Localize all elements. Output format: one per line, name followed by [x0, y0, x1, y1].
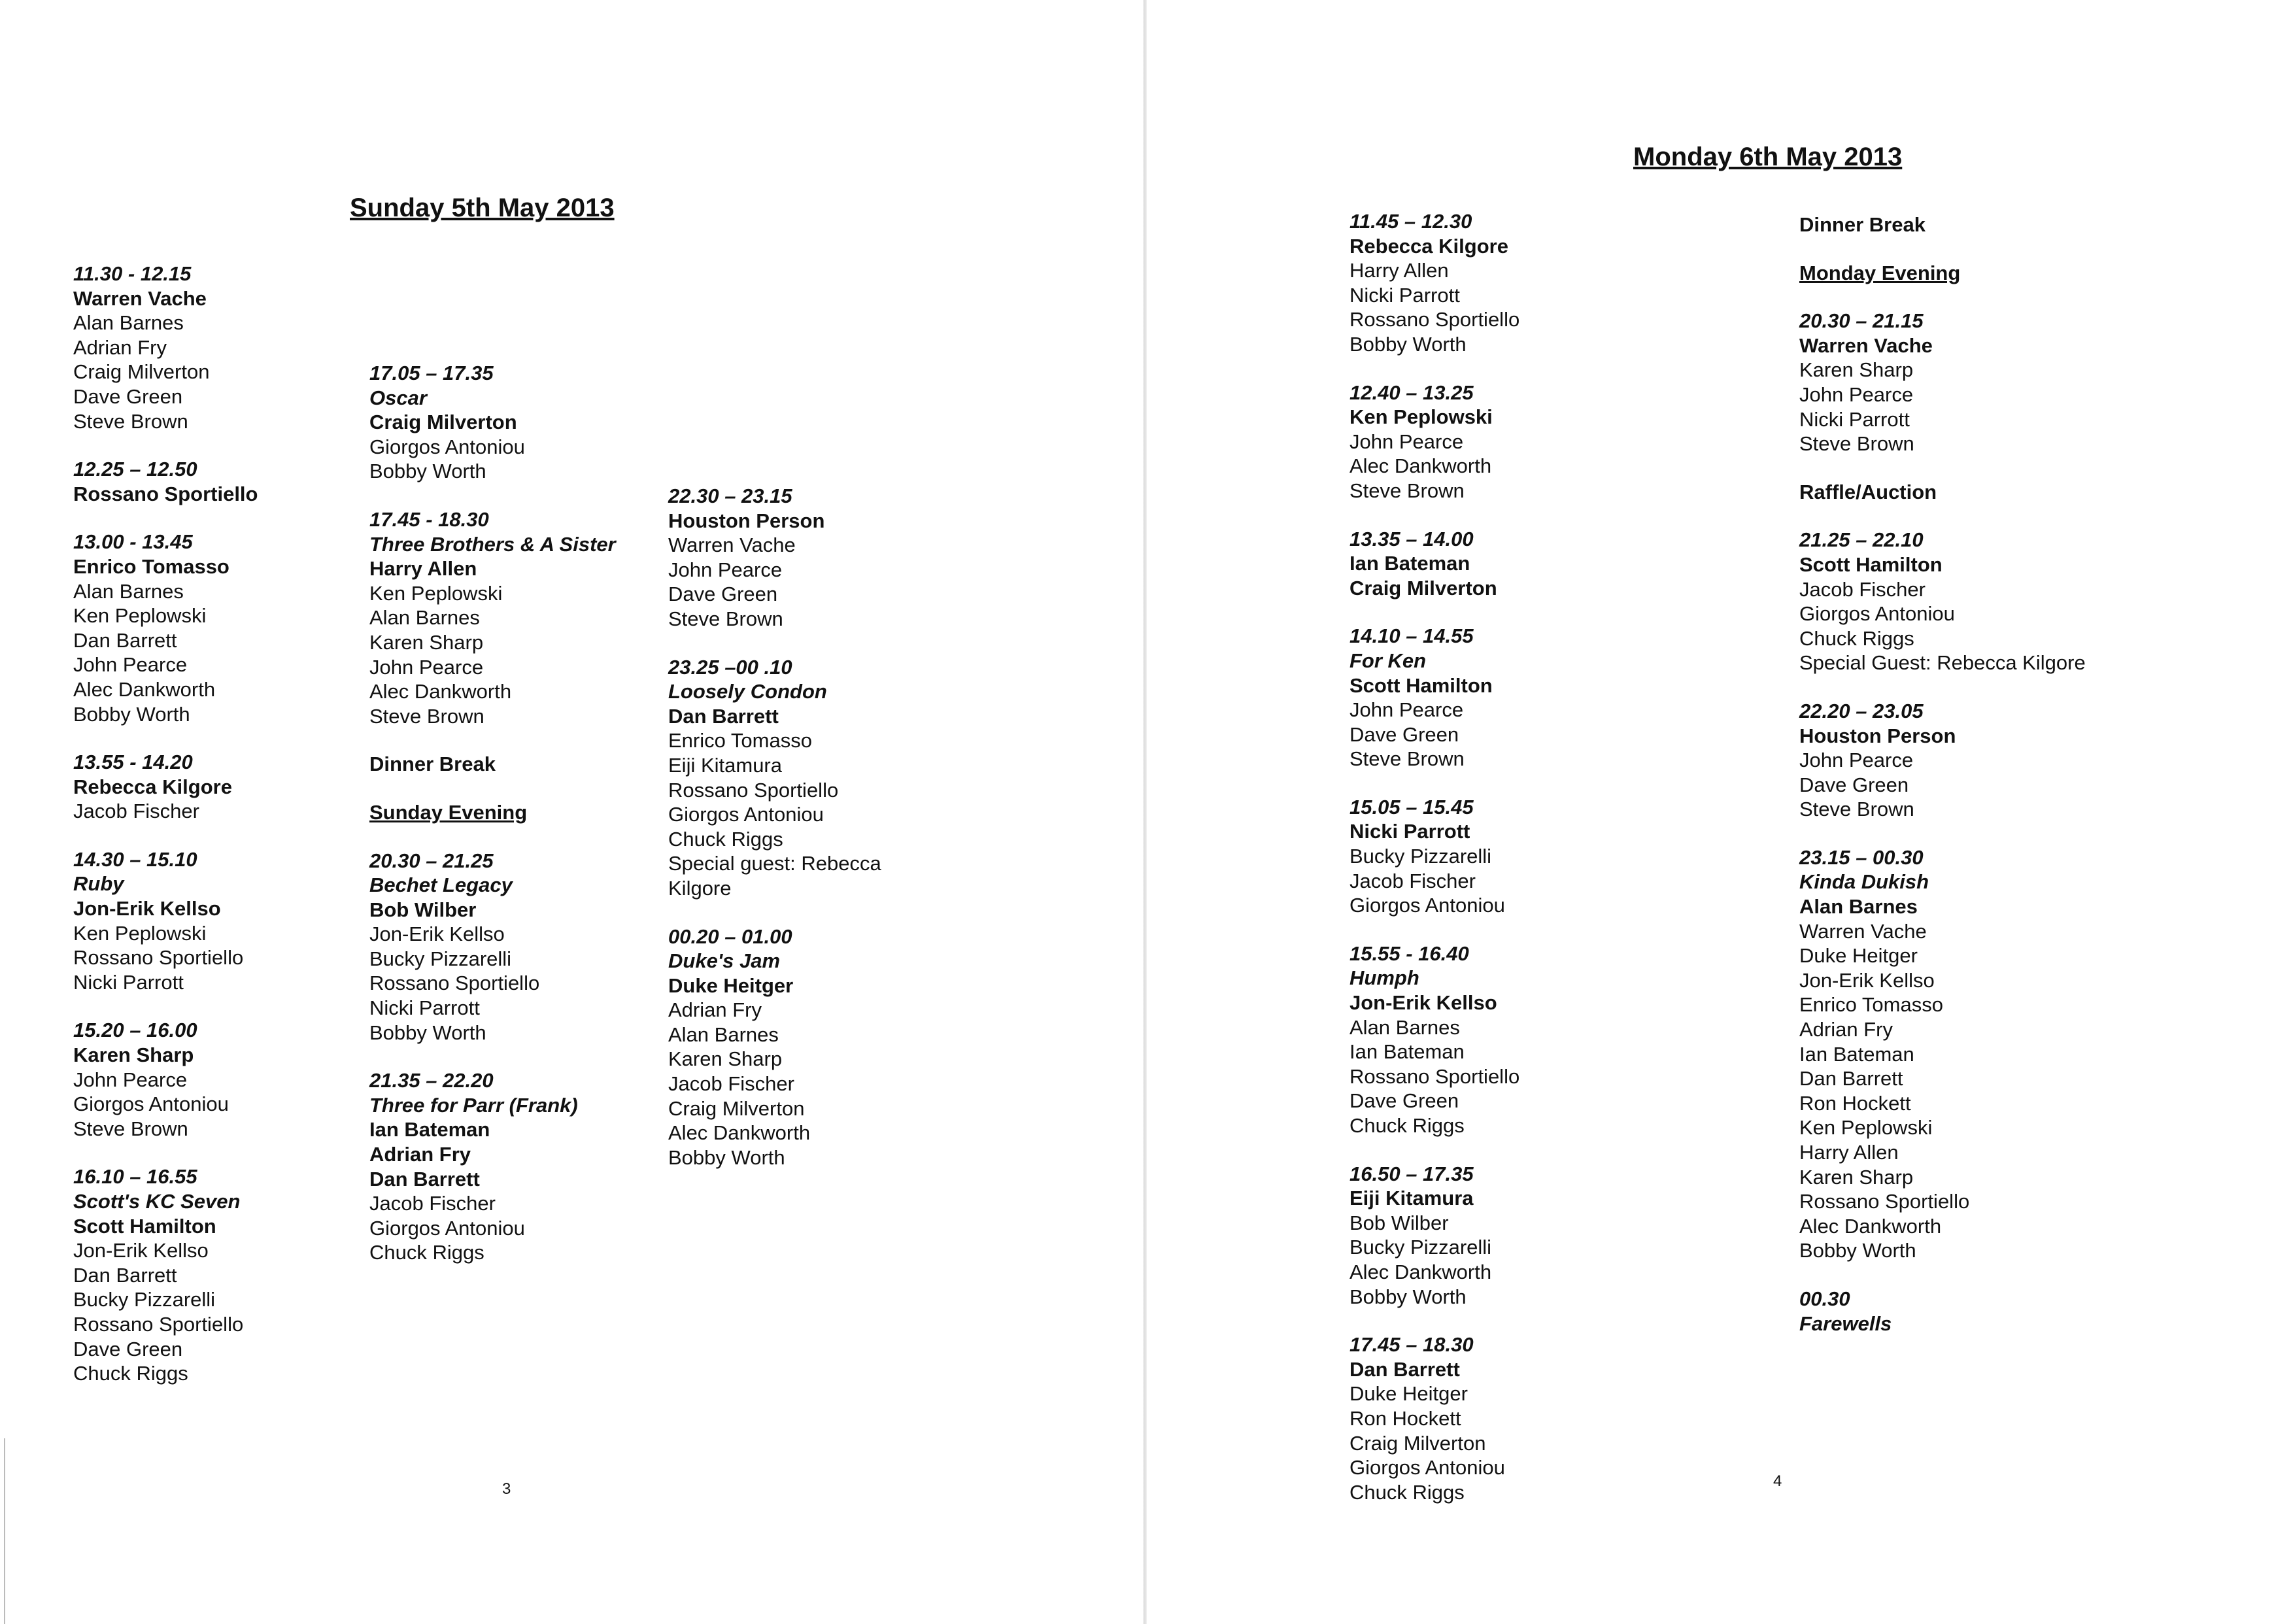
set-time: 16.10 – 16.55 — [73, 1165, 197, 1189]
set-block — [73, 847, 258, 995]
set-musician: Bobby Worth — [73, 702, 190, 726]
set-block — [668, 484, 881, 632]
set-musician: Bucky Pizzarelli — [1349, 845, 1492, 868]
set-musician: Rossano Sportiello — [668, 778, 839, 802]
set-musician: Duke Heitger — [1799, 944, 1918, 968]
section-heading: Monday Evening — [1799, 261, 1961, 284]
set-name: Oscar — [369, 386, 427, 409]
set-musician: Ken Peplowski — [1799, 1116, 1933, 1140]
set-time: 15.05 – 15.45 — [1349, 795, 1474, 819]
set-leader: Scott Hamilton — [1799, 552, 1943, 576]
set-musician: Bobby Worth — [369, 1021, 486, 1044]
set-musician: Steve Brown — [369, 704, 484, 728]
set-leader: Adrian Fry — [369, 1143, 471, 1166]
set-block — [1349, 527, 1519, 601]
set-musician: Alan Barnes — [73, 311, 184, 335]
set-block — [369, 1068, 616, 1265]
set-leader: Craig Milverton — [1349, 576, 1497, 600]
set-leader: Ian Bateman — [369, 1118, 490, 1142]
set-leader: Rebecca Kilgore — [73, 775, 232, 798]
set-time: 23.25 –00 .10 — [668, 655, 792, 679]
set-musician: John Pearce — [1349, 698, 1464, 722]
set-musician: Alan Barnes — [1349, 1015, 1460, 1039]
set-name: Farewells — [1799, 1311, 1892, 1335]
set-musician: Ken Peplowski — [73, 921, 207, 945]
set-block — [73, 457, 258, 506]
set-musician: Steve Brown — [668, 607, 783, 630]
set-musician: Steve Brown — [1349, 479, 1465, 502]
set-time: 20.30 – 21.15 — [1799, 309, 1924, 333]
set-block — [1349, 381, 1519, 503]
right-page-number: 4 — [1773, 1472, 1782, 1490]
set-musician: Enrico Tomasso — [668, 729, 812, 753]
set-block — [369, 849, 616, 1045]
set-musician: Alec Dankworth — [1799, 1214, 1942, 1238]
set-musician: Craig Milverton — [73, 360, 210, 384]
set-time: 21.25 – 22.10 — [1799, 528, 1924, 552]
set-block — [1349, 1332, 1519, 1504]
set-musician: Special Guest: Rebecca Kilgore — [1799, 651, 2086, 675]
set-block — [1799, 309, 2086, 456]
set-leader: Dan Barrett — [1349, 1357, 1460, 1381]
set-leader: Dan Barrett — [369, 1167, 480, 1191]
set-musician: Rossano Sportiello — [369, 972, 540, 995]
set-time: 20.30 – 21.25 — [369, 849, 494, 872]
set-name: Scott's KC Seven — [73, 1190, 241, 1213]
section-heading: Sunday Evening — [369, 800, 528, 824]
set-musician: Ian Bateman — [1799, 1042, 1914, 1066]
set-time: 16.50 – 17.35 — [1349, 1162, 1474, 1185]
set-musician: Ken Peplowski — [73, 604, 207, 628]
set-block — [1349, 1162, 1519, 1310]
set-name: Kinda Dukish — [1799, 870, 1929, 894]
set-musician: Dave Green — [73, 1337, 183, 1361]
set-time: 22.30 – 23.15 — [668, 484, 792, 507]
set-name: Three for Parr (Frank) — [369, 1093, 578, 1117]
section-note: Dinner Break — [369, 753, 496, 776]
set-block — [1349, 624, 1519, 771]
set-leader: Dan Barrett — [668, 704, 779, 728]
set-name: For Ken — [1349, 649, 1427, 672]
set-musician: Adrian Fry — [668, 998, 762, 1022]
set-musician: Giorgos Antoniou — [73, 1092, 229, 1116]
set-musician: Adrian Fry — [73, 335, 167, 359]
set-musician: Karen Sharp — [369, 630, 484, 654]
set-musician: Nicki Parrott — [1799, 407, 1910, 431]
left-page-number: 3 — [502, 1480, 511, 1498]
set-musician: Bucky Pizzarelli — [369, 947, 512, 970]
set-musician: Special guest: Rebecca — [668, 852, 881, 875]
set-leader: Enrico Tomasso — [73, 554, 229, 578]
set-musician: Giorgos Antoniou — [1349, 894, 1505, 917]
set-block — [668, 655, 881, 901]
set-name: Humph — [1349, 966, 1419, 990]
set-musician: Alec Dankworth — [73, 677, 216, 701]
set-leader: Alan Barnes — [1799, 895, 1918, 919]
set-block — [668, 924, 881, 1170]
set-musician: Jacob Fischer — [1799, 577, 1926, 601]
set-name: Duke's Jam — [668, 949, 781, 973]
set-musician: Craig Milverton — [1349, 1431, 1486, 1455]
set-time: 12.40 – 13.25 — [1349, 381, 1474, 404]
set-musician: Bobby Worth — [1799, 1239, 1916, 1262]
set-time: 13.55 - 14.20 — [73, 751, 193, 774]
set-time: 12.25 – 12.50 — [73, 458, 197, 481]
set-musician: Karen Sharp — [668, 1047, 783, 1071]
left-column-1 — [73, 262, 258, 1410]
set-leader: Rebecca Kilgore — [1349, 234, 1508, 258]
set-musician: Chuck Riggs — [369, 1241, 484, 1264]
set-musician: Karen Sharp — [1799, 358, 1914, 382]
set-musician: Rossano Sportiello — [73, 946, 244, 970]
set-musician: Jacob Fischer — [1349, 869, 1476, 892]
set-musician: John Pearce — [369, 655, 484, 679]
set-musician: John Pearce — [73, 653, 188, 677]
set-block — [1799, 845, 2086, 1263]
set-musician: Giorgos Antoniou — [369, 1216, 525, 1240]
set-musician: Giorgos Antoniou — [1799, 602, 1955, 626]
set-musician: Rossano Sportiello — [73, 1312, 244, 1336]
set-musician: Bobby Worth — [668, 1145, 785, 1169]
set-musician: Bobby Worth — [1349, 1285, 1467, 1308]
section-note: Raffle/Auction — [1799, 480, 1937, 503]
set-leader: Nicki Parrott — [1349, 820, 1470, 843]
section-note: Dinner Break — [1799, 213, 1926, 236]
set-time: 00.30 — [1799, 1287, 1850, 1310]
set-musician: Jacob Fischer — [73, 800, 199, 823]
set-musician: Dave Green — [668, 583, 778, 606]
set-block — [369, 361, 616, 484]
set-leader: Craig Milverton — [369, 411, 517, 434]
set-musician: Dan Barrett — [1799, 1067, 1903, 1091]
set-musician: Dave Green — [1349, 1089, 1459, 1113]
set-time: 17.05 – 17.35 — [369, 362, 494, 384]
set-leader: Scott Hamilton — [1349, 673, 1493, 697]
set-musician: Bob Wilber — [1349, 1211, 1449, 1234]
set-musician: Jacob Fischer — [369, 1192, 496, 1215]
set-musician: Dave Green — [1799, 773, 1909, 796]
set-leader: Houston Person — [668, 509, 825, 532]
set-leader: Ian Bateman — [1349, 552, 1470, 575]
set-time: 23.15 – 00.30 — [1799, 845, 1924, 869]
set-musician: Steve Brown — [73, 409, 188, 433]
set-musician: Jon-Erik Kellso — [1799, 968, 1935, 992]
set-musician: Bucky Pizzarelli — [73, 1288, 216, 1311]
set-musician: Dave Green — [1349, 722, 1459, 746]
set-musician: Ron Hockett — [1799, 1091, 1911, 1115]
set-musician: Jon-Erik Kellso — [73, 1239, 209, 1262]
set-leader: Warren Vache — [73, 286, 207, 310]
set-musician: Dave Green — [73, 384, 183, 408]
set-musician: Bobby Worth — [369, 460, 486, 483]
set-block — [73, 530, 258, 726]
set-block — [73, 1018, 258, 1141]
set-musician: John Pearce — [1799, 749, 1914, 772]
set-time: 21.35 – 22.20 — [369, 1069, 494, 1092]
set-musician: John Pearce — [1799, 382, 1914, 406]
set-time: 13.35 – 14.00 — [1349, 527, 1474, 550]
set-musician: Craig Milverton — [668, 1096, 805, 1120]
set-name: Three Brothers & A Sister — [369, 532, 616, 556]
set-musician: Alec Dankworth — [1349, 1260, 1492, 1283]
set-musician: Chuck Riggs — [1349, 1114, 1465, 1137]
set-time: 17.45 – 18.30 — [1349, 1333, 1474, 1357]
set-time: 13.00 - 13.45 — [73, 530, 193, 554]
set-musician: Ken Peplowski — [369, 581, 503, 605]
set-musician: Dan Barrett — [73, 628, 177, 652]
set-block — [1799, 528, 2086, 675]
set-name: Ruby — [73, 872, 124, 896]
set-block — [73, 262, 258, 433]
set-musician: Steve Brown — [73, 1117, 188, 1140]
set-musician: Harry Allen — [1799, 1141, 1899, 1164]
set-musician: Dan Barrett — [73, 1263, 177, 1287]
set-musician: Alec Dankworth — [369, 680, 512, 703]
set-block — [1349, 209, 1519, 357]
set-time: 14.30 – 15.10 — [73, 847, 197, 871]
set-musician: Nicki Parrott — [369, 996, 480, 1020]
set-musician: Rossano Sportiello — [1349, 308, 1520, 331]
set-musician: Jon-Erik Kellso — [369, 922, 505, 946]
set-musician: Adrian Fry — [1799, 1018, 1893, 1041]
set-musician: Ron Hockett — [1349, 1406, 1461, 1430]
set-block — [73, 1164, 258, 1385]
set-leader: Bob Wilber — [369, 898, 477, 921]
set-musician: Alan Barnes — [73, 579, 184, 603]
set-leader: Houston Person — [1799, 724, 1956, 747]
set-leader: Jon-Erik Kellso — [73, 897, 221, 921]
set-musician: Chuck Riggs — [1799, 626, 1914, 650]
scan-edge-line — [4, 1438, 5, 1624]
set-musician: Nicki Parrott — [1349, 283, 1460, 307]
set-musician: Giorgos Antoniou — [369, 435, 525, 458]
set-musician: Eiji Kitamura — [668, 753, 782, 777]
set-block — [369, 507, 616, 728]
set-musician: Rossano Sportiello — [1799, 1190, 1970, 1213]
set-leader: Eiji Kitamura — [1349, 1187, 1474, 1210]
set-time: 11.45 – 12.30 — [1349, 210, 1472, 233]
set-musician: Ian Bateman — [1349, 1040, 1465, 1064]
set-leader: Karen Sharp — [73, 1043, 194, 1067]
set-musician: John Pearce — [1349, 430, 1464, 453]
set-musician: Bucky Pizzarelli — [1349, 1236, 1492, 1259]
set-time: 14.10 – 14.55 — [1349, 624, 1474, 648]
set-musician: Enrico Tomasso — [1799, 993, 1943, 1017]
set-leader: Ken Peplowski — [1349, 405, 1493, 429]
set-time: 22.20 – 23.05 — [1799, 699, 1924, 722]
set-musician: John Pearce — [668, 558, 783, 581]
right-column-2 — [1799, 212, 2086, 1359]
set-musician: Alan Barnes — [369, 606, 480, 630]
set-time: 17.45 - 18.30 — [369, 507, 489, 531]
set-musician: Nicki Parrott — [73, 970, 184, 994]
set-block — [1349, 941, 1519, 1138]
set-musician: Giorgos Antoniou — [668, 803, 824, 826]
set-musician: Chuck Riggs — [73, 1362, 188, 1385]
set-musician: Jacob Fischer — [668, 1072, 794, 1096]
right-column-1 — [1349, 209, 1519, 1528]
set-musician: Alec Dankworth — [1349, 454, 1492, 478]
set-leader: Harry Allen — [369, 557, 477, 581]
set-musician: Chuck Riggs — [1349, 1480, 1465, 1504]
set-musician: Kilgore — [668, 876, 732, 900]
page-divider — [1143, 0, 1147, 1624]
set-leader: Rossano Sportiello — [73, 482, 258, 505]
set-musician: Warren Vache — [668, 533, 796, 557]
right-page-title: Monday 6th May 2013 — [1633, 143, 1903, 171]
set-musician: Giorgos Antoniou — [1349, 1456, 1505, 1480]
set-time: 11.30 - 12.15 — [73, 262, 192, 285]
set-time: 15.20 – 16.00 — [73, 1019, 197, 1042]
set-musician: Alan Barnes — [668, 1023, 779, 1046]
set-musician: Duke Heitger — [1349, 1382, 1468, 1406]
set-leader: Duke Heitger — [668, 973, 794, 997]
set-musician: Warren Vache — [1799, 919, 1927, 943]
left-column-3 — [668, 484, 881, 1193]
set-musician: John Pearce — [73, 1068, 188, 1091]
set-time: 00.20 – 01.00 — [668, 924, 792, 948]
set-musician: Chuck Riggs — [668, 827, 783, 851]
set-block — [1799, 1287, 2086, 1336]
set-musician: Steve Brown — [1799, 432, 1914, 456]
set-musician: Karen Sharp — [1799, 1165, 1914, 1189]
set-leader: Jon-Erik Kellso — [1349, 991, 1497, 1015]
set-block — [1349, 795, 1519, 918]
set-name: Bechet Legacy — [369, 873, 513, 897]
set-musician: Alec Dankworth — [668, 1121, 811, 1145]
set-leader: Scott Hamilton — [73, 1214, 216, 1238]
set-musician: Bobby Worth — [1349, 332, 1467, 356]
set-musician: Steve Brown — [1349, 747, 1465, 771]
set-name: Loosely Condon — [668, 680, 827, 703]
set-musician: Rossano Sportiello — [1349, 1064, 1520, 1088]
set-musician: Harry Allen — [1349, 259, 1449, 282]
set-block — [1799, 699, 2086, 822]
set-time: 15.55 - 16.40 — [1349, 941, 1469, 965]
set-block — [73, 750, 258, 824]
left-column-2 — [369, 361, 616, 1289]
left-page-title: Sunday 5th May 2013 — [350, 194, 615, 222]
set-leader: Warren Vache — [1799, 333, 1933, 357]
set-musician: Steve Brown — [1799, 798, 1914, 821]
